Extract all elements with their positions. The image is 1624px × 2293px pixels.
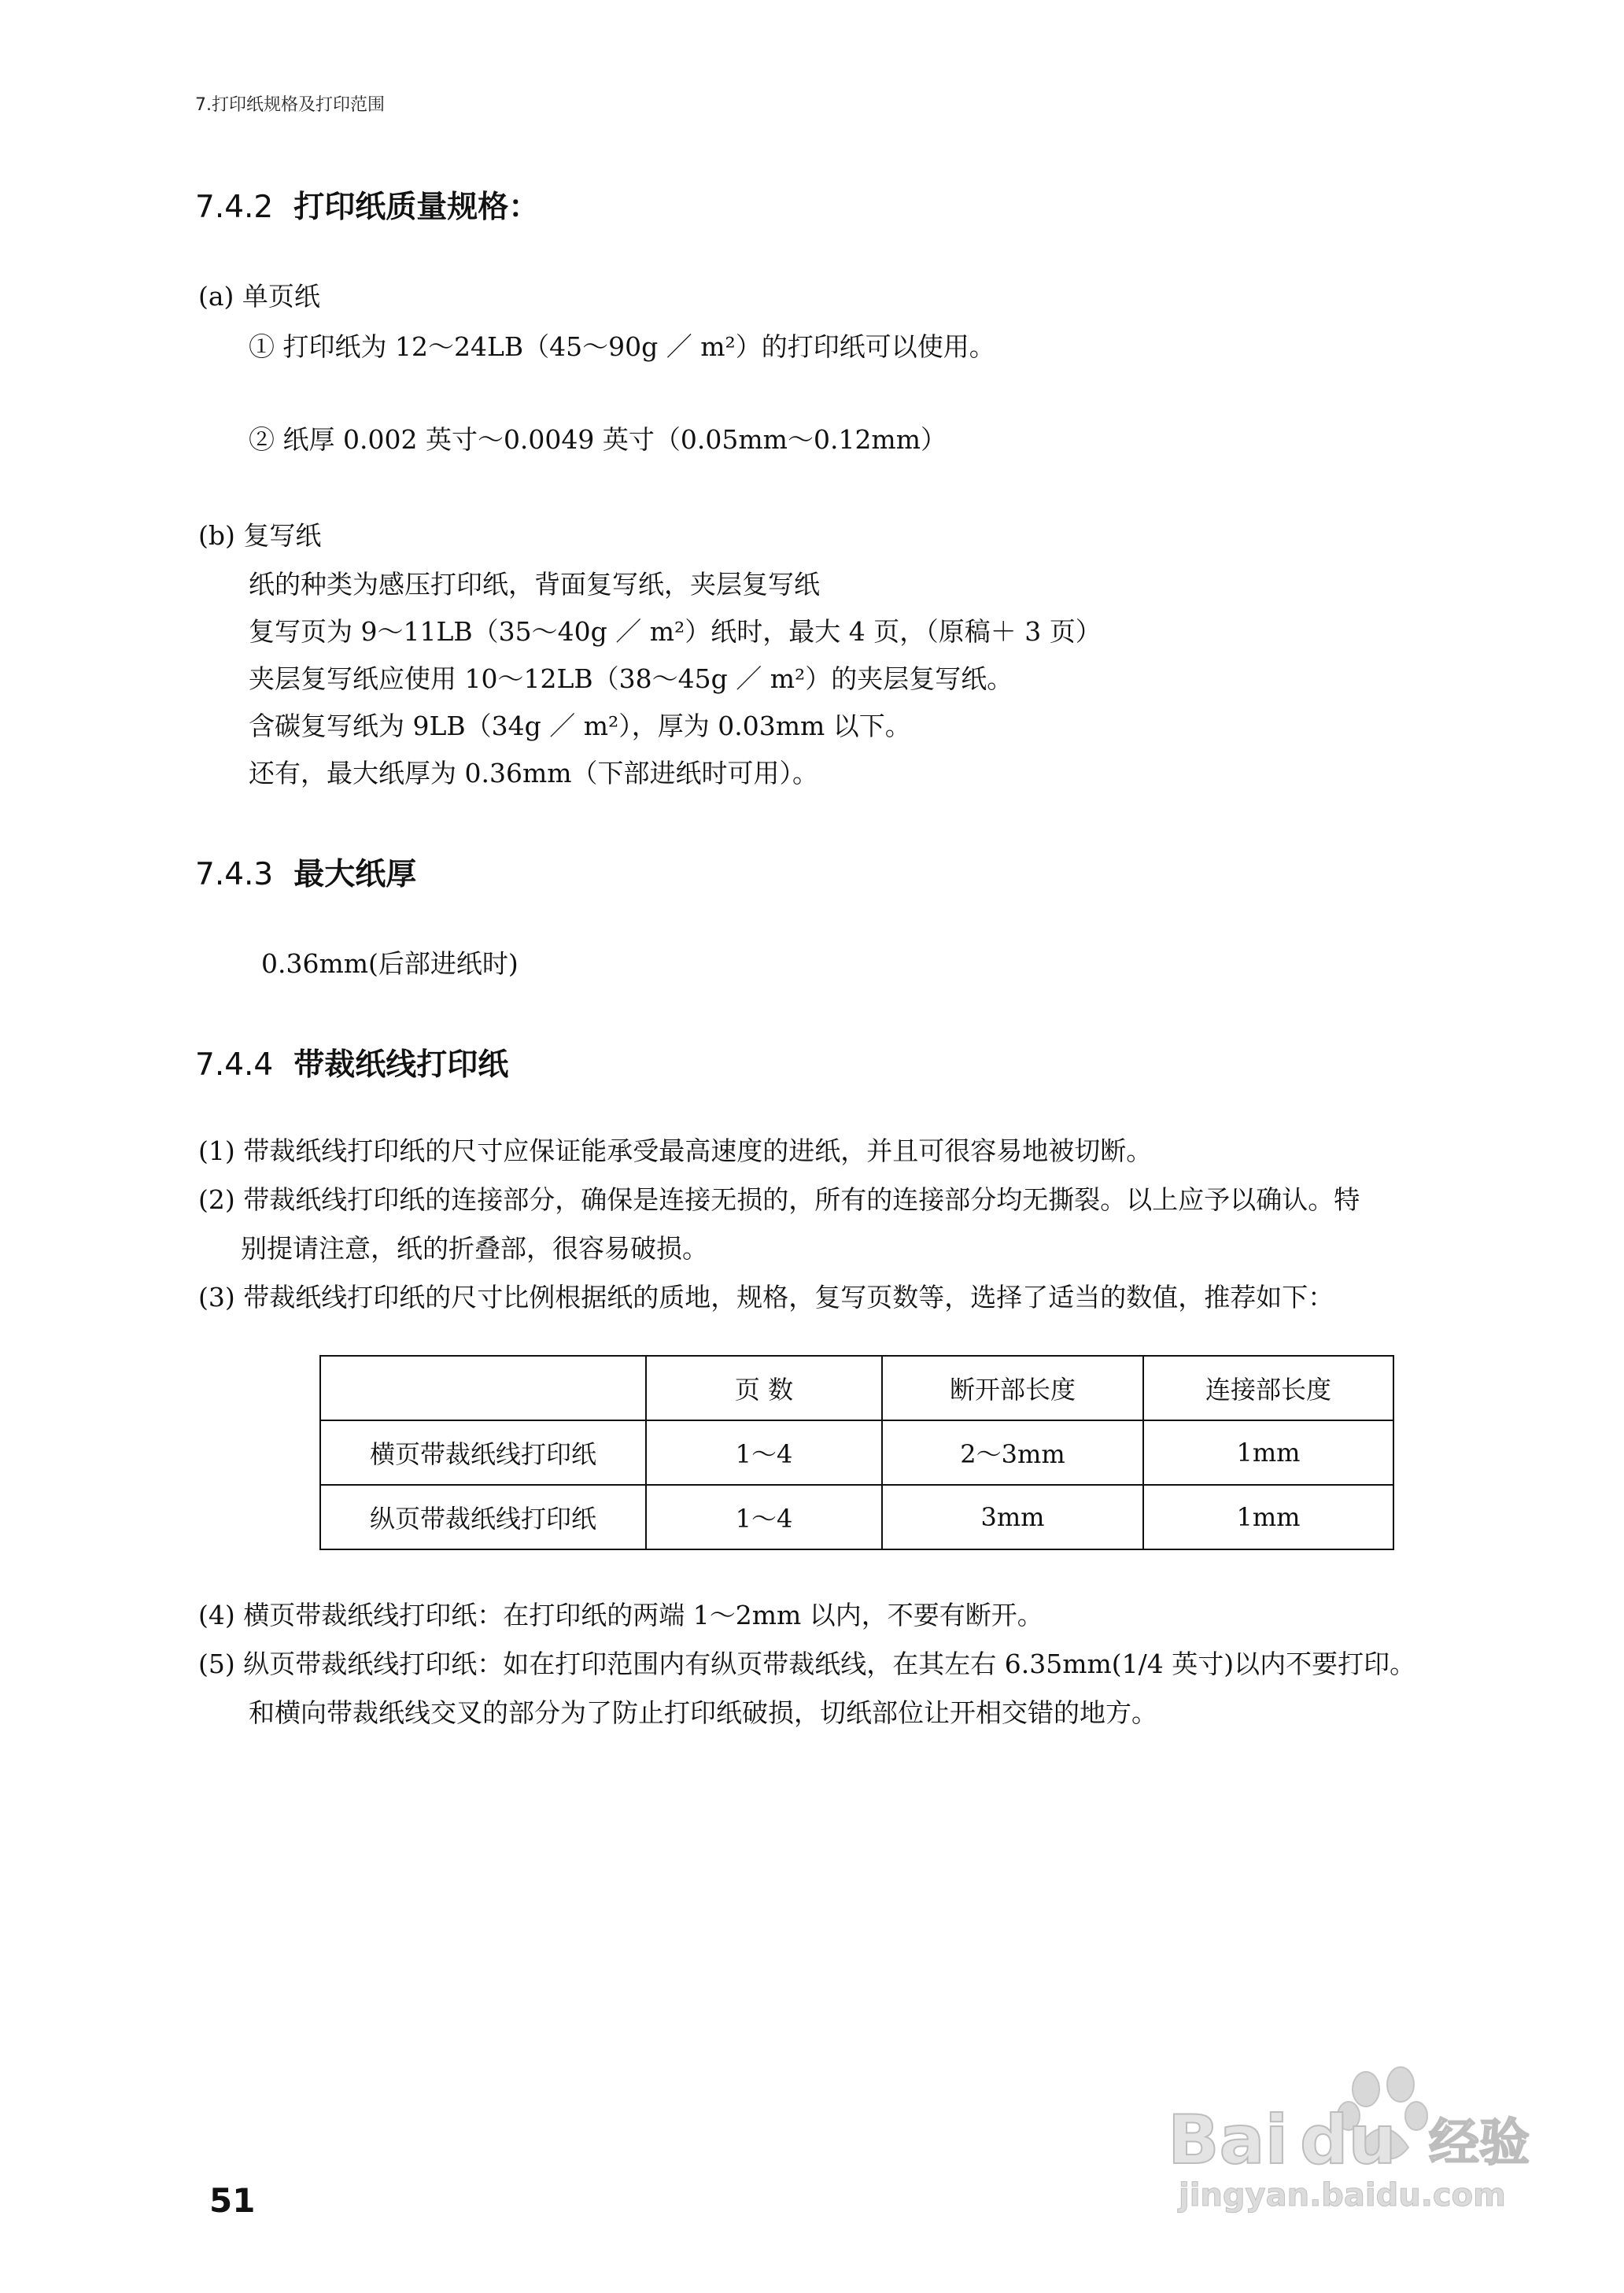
subsection-b-label: (b) 复写纸 xyxy=(198,520,322,551)
paragraph: ① 打印纸为 12～24LB（45～90g ／ m²）的打印纸可以使用。 xyxy=(249,331,995,362)
paragraph: 纸的种类为感压打印纸，背面复写纸，夹层复写纸 xyxy=(249,569,820,600)
table-cell: 1～4 xyxy=(646,1420,882,1485)
watermark-brand2: du xyxy=(1300,2101,1397,2180)
table-header-cell: 连接部长度 xyxy=(1143,1356,1393,1420)
paragraph: 别提请注意，纸的折叠部，很容易破损。 xyxy=(241,1233,708,1264)
paragraph: (2) 带裁纸线打印纸的连接部分，确保是连接无损的，所有的连接部分均无撕裂。以上应予以确认。特 xyxy=(198,1184,1360,1215)
section-number: 7.4.4 xyxy=(195,1047,274,1083)
paragraph: 和横向带裁纸线交叉的部分为了防止打印纸破损，切纸部位让开相交错的地方。 xyxy=(249,1697,1157,1728)
paragraph: 含碳复写纸为 9LB（34g ／ m²），厚为 0.03mm 以下。 xyxy=(249,711,911,741)
table-header-cell xyxy=(320,1356,646,1420)
paragraph: 还有，最大纸厚为 0.36mm（下部进纸时可用）。 xyxy=(249,758,819,788)
section-title: 带裁纸线打印纸 xyxy=(293,1047,509,1083)
paragraph: 夹层复写纸应使用 10～12LB（38～45g ／ m²）的夹层复写纸。 xyxy=(249,663,1013,694)
table-row xyxy=(320,1485,1393,1549)
subsection-a-label: (a) 单页纸 xyxy=(198,281,320,312)
running-header: 7.打印纸规格及打印范围 xyxy=(195,95,385,115)
baidu-jingyan-watermark xyxy=(1163,2050,1541,2215)
table-cell: 2～3mm xyxy=(882,1420,1143,1485)
table-row xyxy=(320,1420,1393,1485)
page-number: 51 xyxy=(209,2181,256,2220)
table-cell: 1～4 xyxy=(646,1485,882,1549)
section-title: 最大纸厚 xyxy=(293,857,417,892)
section-heading-7-4-3 xyxy=(195,850,416,894)
paragraph: 0.36mm(后部进纸时) xyxy=(261,948,519,979)
section-number: 7.4.3 xyxy=(195,857,274,892)
section-title: 打印纸质量规格： xyxy=(293,190,540,225)
table-cell: 1mm xyxy=(1143,1485,1393,1549)
section-heading-7-4-2 xyxy=(195,183,539,227)
table-cell: 3mm xyxy=(882,1485,1143,1549)
paragraph: (5) 纵页带裁纸线打印纸：如在打印范围内有纵页带裁纸线，在其左右 6.35mm(1/4 英寸)以内不要打印。 xyxy=(198,1649,1416,1679)
table-cell: 纵页带裁纸线打印纸 xyxy=(320,1485,646,1549)
table-header-cell: 断开部长度 xyxy=(882,1356,1143,1420)
section-heading-7-4-4 xyxy=(195,1040,508,1084)
watermark-cn: 经验 xyxy=(1429,2114,1530,2173)
paragraph: 复写页为 9～11LB（35～40g ／ m²）纸时，最大 4 页，（原稿＋ 3 页） xyxy=(249,616,1102,647)
table-cell: 1mm xyxy=(1143,1420,1393,1485)
watermark-brand: Bai xyxy=(1168,2101,1289,2180)
table-header-cell: 页 数 xyxy=(646,1356,882,1420)
paragraph: (4) 横页带裁纸线打印纸：在打印纸的两端 1～2mm 以内，不要有断开。 xyxy=(198,1600,1043,1630)
watermark-url: jingyan.baidu.com xyxy=(1179,2177,1506,2214)
paragraph: ② 纸厚 0.002 英寸～0.0049 英寸（0.05mm～0.12mm） xyxy=(249,424,947,455)
table-header-row xyxy=(320,1356,1393,1420)
perforation-spec-table xyxy=(319,1355,1394,1550)
section-number: 7.4.2 xyxy=(195,190,274,225)
paragraph: (1) 带裁纸线打印纸的尺寸应保证能承受最高速度的进纸，并且可很容易地被切断。 xyxy=(198,1135,1153,1166)
table-cell: 横页带裁纸线打印纸 xyxy=(320,1420,646,1485)
paragraph: (3) 带裁纸线打印纸的尺寸比例根据纸的质地，规格，复写页数等，选择了适当的数值，推荐如下： xyxy=(198,1282,1334,1313)
